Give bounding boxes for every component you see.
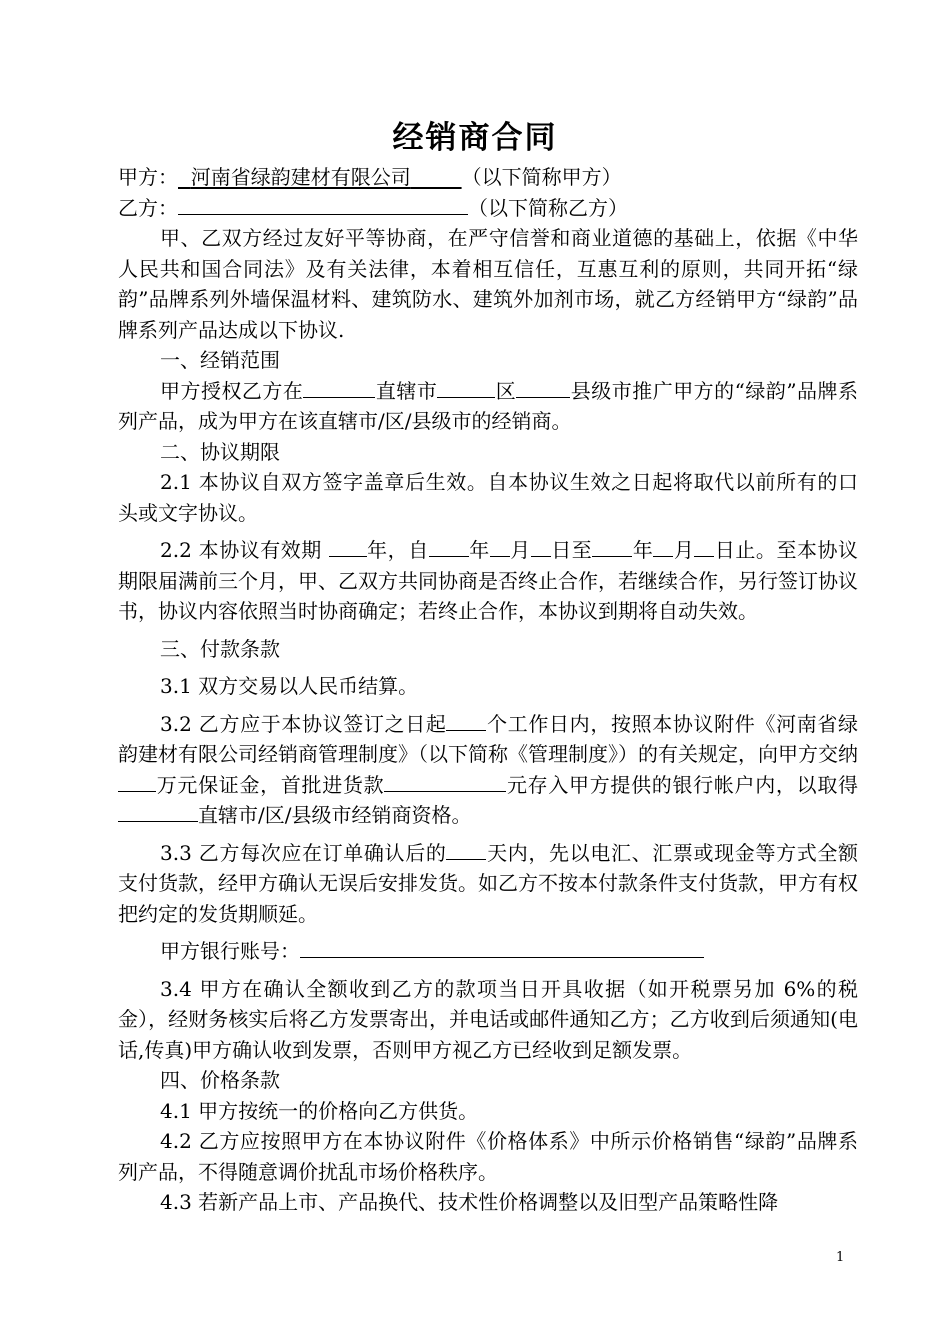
page-number: 1 bbox=[836, 1250, 845, 1265]
party-b-line bbox=[118, 193, 858, 224]
clause-3-1: 3.1 双方交易以人民币结算。 bbox=[160, 674, 419, 698]
party-b-note: （以下简称乙方） bbox=[468, 195, 628, 220]
clause-2-2: 2.2 本协议有效期 年，自 年 月 日至 年 月 日止。至本协议期限届满前三个月，甲、乙双方共同协商是否终止合作，若继续合作，另行签订协议书，协议内容依照当时协商确定；若终止合作，本协议到期将自动失效。 bbox=[118, 538, 858, 623]
section-4-heading: 四、价格条款 bbox=[160, 1068, 280, 1092]
section-1-text: 甲方授权乙方在 直辖市 区 县级市推广甲方的“绿韵”品牌系列产品，成为甲方在该直辖市/区/县级市的经销商。 bbox=[118, 378, 859, 433]
blank bbox=[118, 821, 198, 822]
blank bbox=[490, 556, 510, 557]
blank bbox=[384, 791, 506, 792]
blank bbox=[303, 397, 375, 398]
blank bbox=[531, 556, 551, 557]
section-3-heading: 三、付款条款 bbox=[160, 636, 280, 661]
blank bbox=[118, 791, 156, 792]
contract-body bbox=[118, 162, 858, 1218]
party-a-line bbox=[118, 162, 858, 193]
clause-3-3: 3.3 乙方每次应在订单确认后的 天内，先以电汇、汇票或现金等方式全额支付货款，经甲方确认无误后安排发货。如乙方不按本付款条件支付货款，甲方有权把约定的发货期顺延。 bbox=[118, 840, 858, 926]
blank bbox=[446, 859, 486, 860]
clause-4-2: 4.2 乙方应按照甲方在本协议附件《价格体系》中所示价格销售“绿韵”品牌系列产品，不得随意调价扰乱市场价格秩序。 bbox=[118, 1129, 858, 1184]
blank bbox=[694, 556, 714, 557]
section-1-heading: 一、经销范围 bbox=[160, 348, 280, 372]
blank bbox=[653, 556, 673, 557]
party-b-label: 乙方： bbox=[118, 195, 178, 220]
blank bbox=[592, 556, 632, 557]
blank bbox=[429, 556, 469, 557]
clause-3-2: 3.2 乙方应于本协议签订之日起 个工作日内，按照本协议附件《河南省绿韵建材有限公司经销商管理制度》（以下简称《管理制度》）的有关规定，向甲方交纳万元保证金，首批进货款 元存入甲方提供的银行帐户内，以取得直辖市/区/县级市经销商资格。 bbox=[118, 711, 859, 827]
preamble: 甲、乙双方经过友好平等协商，在严守信誉和商业道德的基础上，依据《中华人民共和国合同法》及有关法律，本着相互信任，互惠互利的原则，共同开拓“绿韵”品牌系列外墙保温材料、建筑防水、建筑外加剂市场，就乙方经销甲方“绿韵”品牌系列产品达成以下协议. bbox=[118, 226, 858, 342]
clause-4-1: 4.1 甲方按统一的价格向乙方供货。 bbox=[160, 1098, 479, 1123]
party-a-name: 河南省绿韵建材有限公司 bbox=[190, 165, 411, 189]
clause-2-1: 2.1 本协议自双方签字盖章后生效。自本协议生效之日起将取代以前所有的口头或文字协议。 bbox=[118, 470, 858, 525]
blank bbox=[446, 730, 486, 731]
bank-account-line: 甲方银行账号： bbox=[118, 936, 858, 967]
blank bbox=[437, 397, 495, 398]
bank-account-blank bbox=[300, 957, 704, 958]
party-b-blank bbox=[178, 214, 468, 215]
party-a-note: （以下简称甲方） bbox=[461, 165, 622, 189]
clause-4-3: 4.3 若新产品上市、产品换代、技术性价格调整以及旧型产品策略性降 bbox=[160, 1190, 779, 1214]
section-2-heading: 二、协议期限 bbox=[160, 439, 280, 464]
blank bbox=[329, 556, 367, 557]
blank bbox=[516, 397, 570, 398]
party-a-label: 甲方： bbox=[118, 165, 178, 189]
clause-3-4: 3.4 甲方在确认全额收到乙方的款项当日开具收据（如开税票另加 6%的税金），经财务核实后将乙方发票寄出，并电话或邮件通知乙方；乙方收到后须通知(电话,传真)甲方确认收到发票，否则甲方视乙方已经收到足额发票。 bbox=[118, 976, 858, 1062]
contract-title: 经销商合同 bbox=[392, 120, 558, 156]
